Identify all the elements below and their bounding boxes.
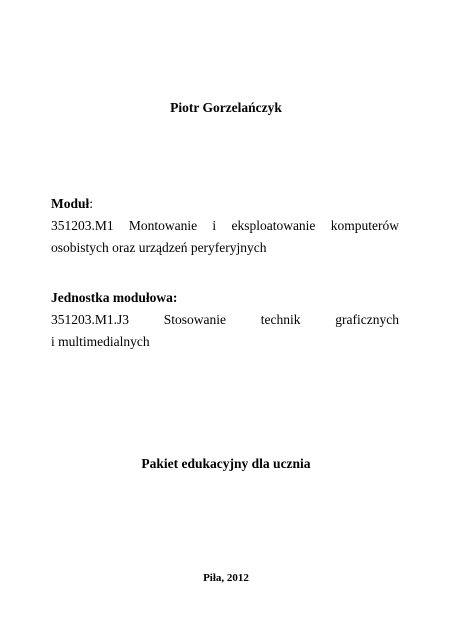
unit-line-1 <box>51 309 399 331</box>
module-heading-label: Moduł <box>51 196 90 211</box>
unit-word: technik <box>260 312 301 327</box>
module-word: Montowanie <box>128 218 198 233</box>
module-heading-colon: : <box>89 196 94 211</box>
unit-word: graficznych <box>335 312 399 327</box>
unit-word: Stosowanie <box>163 312 227 327</box>
module-word: eksploatowanie <box>231 218 316 233</box>
unit-word: 351203.M1.J3 <box>51 312 130 327</box>
unit-section <box>51 287 399 353</box>
package-title: Pakiet edukacyjny dla ucznia <box>141 456 311 471</box>
unit-heading: Jednostka modułowa: <box>51 290 178 305</box>
module-section <box>51 193 399 259</box>
module-line-1 <box>51 215 399 237</box>
module-word: komputerów <box>330 218 399 233</box>
module-heading <box>51 193 399 215</box>
place-and-year: Piła, 2012 <box>203 572 249 584</box>
author-name: Piotr Gorzelańczyk <box>170 100 282 115</box>
unit-line-2: i multimedialnych <box>51 334 150 349</box>
module-word: 351203.M1 <box>51 218 114 233</box>
module-word: i <box>212 218 217 233</box>
module-line-2: osobistych oraz urządzeń peryferyjnych <box>51 240 267 255</box>
